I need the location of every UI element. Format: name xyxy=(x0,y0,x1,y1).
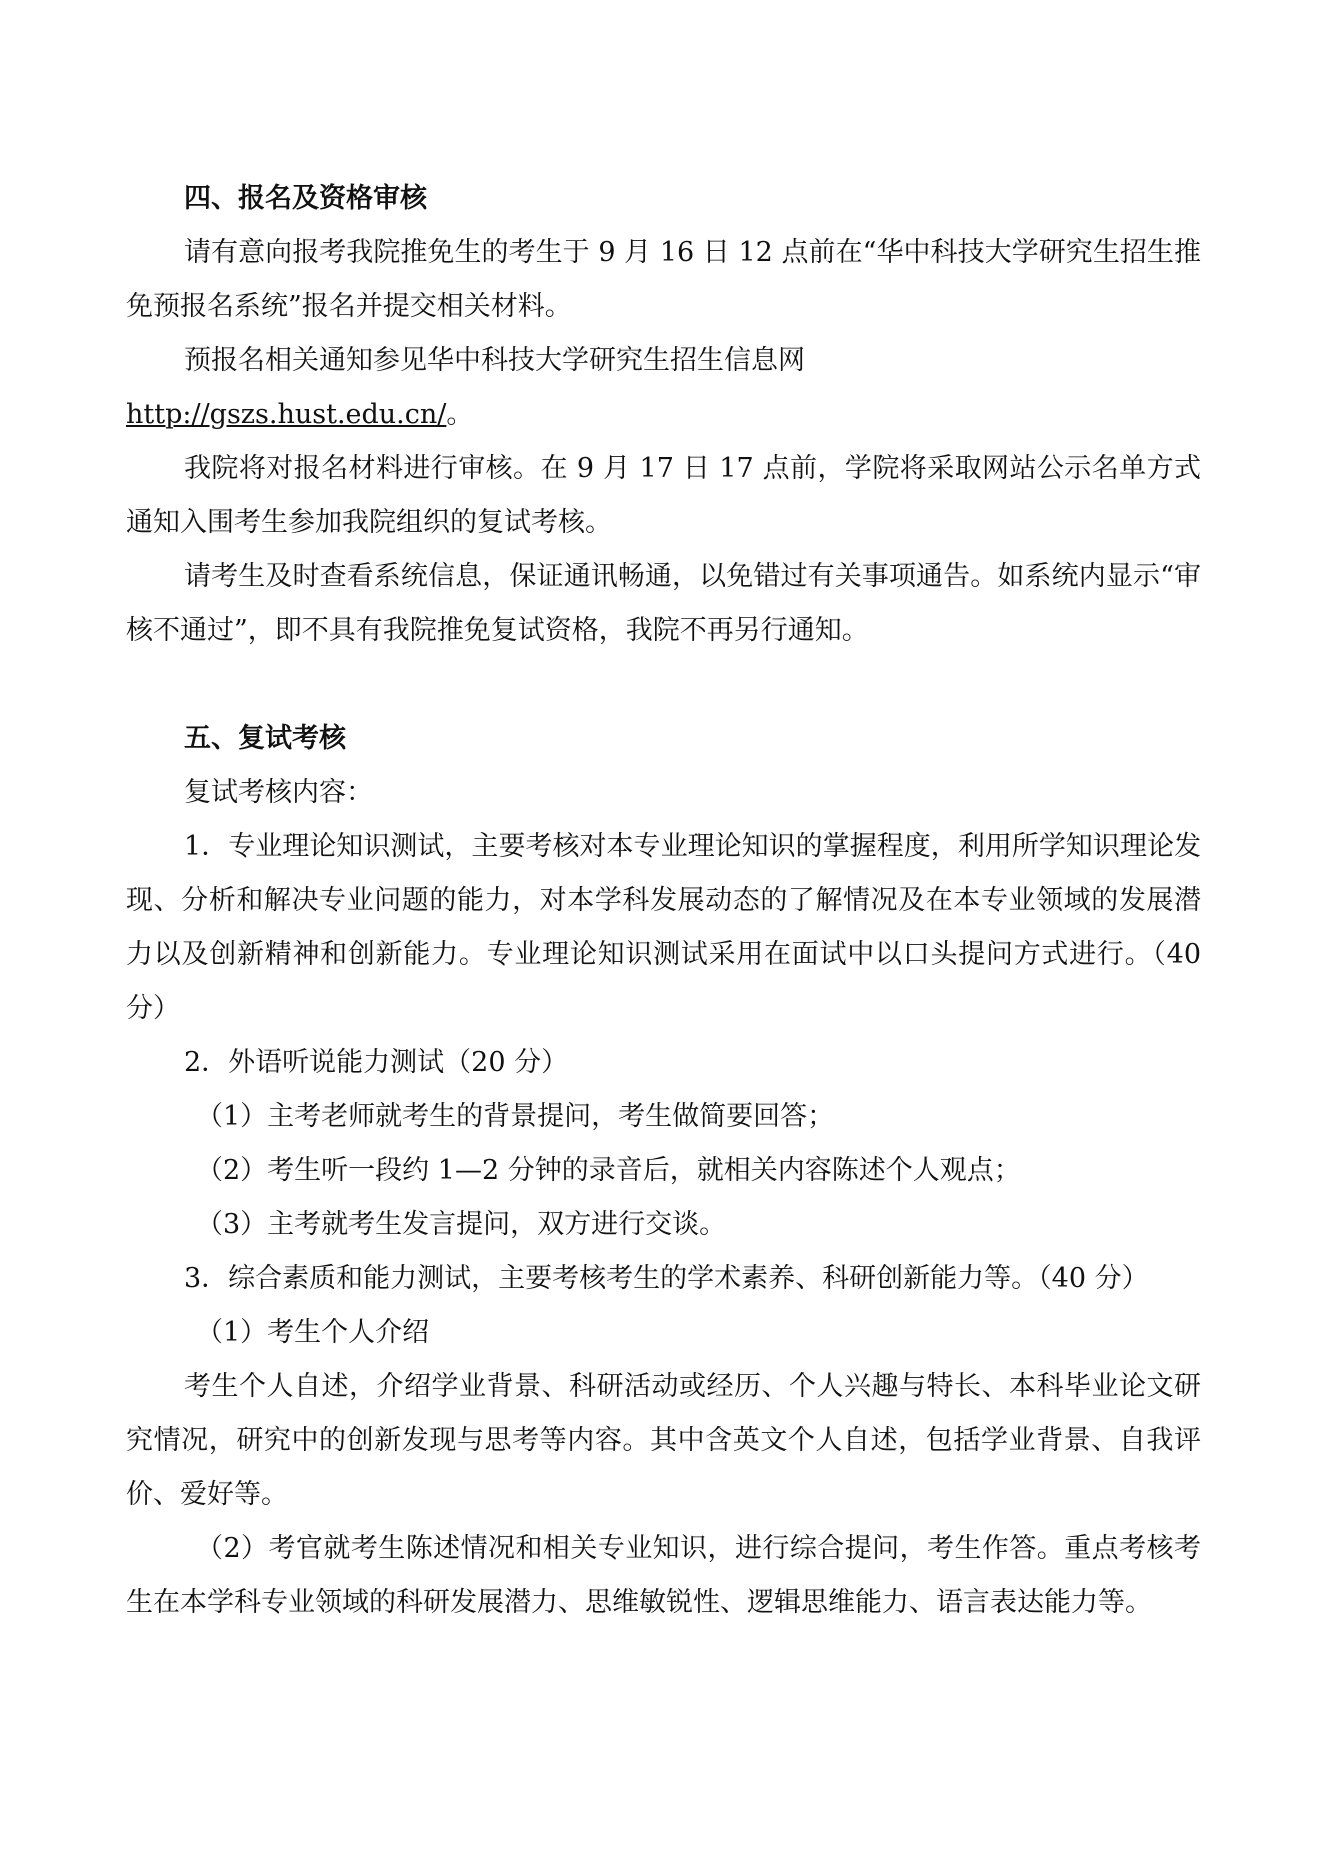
section-4-paragraph-3: 我院将对报名材料进行审核。在 9 月 17 日 17 点前，学院将采取网站公示名单方式通知入围考生参加我院组织的复试考核。 xyxy=(126,453,1201,538)
section-5-item-3-sub-1: （1）考生个人介绍 xyxy=(196,1317,430,1348)
section-5-item-3-sub-2: （2）考官就考生陈述情况和相关专业知识，进行综合提问，考生作答。重点考核考生在本学科专业领域的科研发展潜力、思维敏锐性、逻辑思维能力、语言表达能力等。 xyxy=(126,1533,1201,1618)
section-5-heading: 五、复试考核 xyxy=(184,723,346,754)
section-5-item-2-sub-2: （2）考生听一段约 1—2 分钟的录音后，就相关内容陈述个人观点； xyxy=(196,1155,1021,1186)
section-4-paragraph-1: 请有意向报考我院推免生的考生于 9 月 16 日 12 点前在“华中科技大学研究生招生推免预报名系统”报名并提交相关材料。 xyxy=(126,237,1201,322)
section-5-item-3-sub-1-text: 考生个人自述，介绍学业背景、科研活动或经历、个人兴趣与特长、本科毕业论文研究情况，研究中的创新发现与思考等内容。其中含英文个人自述，包括学业背景、自我评价、爱好等。 xyxy=(126,1371,1201,1510)
section-gap xyxy=(126,658,1201,712)
section-4-paragraph-4: 请考生及时查看系统信息，保证通讯畅通，以免错过有关事项通告。如系统内显示“审核不通过”，即不具有我院推免复试资格，我院不再另行通知。 xyxy=(126,561,1201,646)
link-suffix: 。 xyxy=(446,399,474,430)
link-line xyxy=(126,388,1201,442)
section-5-item-2: 2．外语听说能力测试（20 分） xyxy=(184,1047,569,1078)
recruitment-website-link[interactable]: http://gszs.hust.edu.cn/ xyxy=(126,399,447,430)
section-5-item-3: 3．综合素质和能力测试，主要考核考生的学术素养、科研创新能力等。（40 分） xyxy=(184,1263,1149,1294)
section-5-item-2-sub-1: （1）主考老师就考生的背景提问，考生做简要回答； xyxy=(196,1101,835,1132)
section-5-item-2-sub-3: （3）主考就考生发言提问，双方进行交谈。 xyxy=(196,1209,727,1240)
section-4-heading: 四、报名及资格审核 xyxy=(184,183,427,214)
section-5-intro: 复试考核内容： xyxy=(184,777,373,808)
section-4-paragraph-2: 预报名相关通知参见华中科技大学研究生招生信息网 xyxy=(184,345,805,376)
section-5-item-1: 1．专业理论知识测试，主要考核对本专业理论知识的掌握程度，利用所学知识理论发现、分析和解决专业问题的能力，对本学科发展动态的了解情况及在本专业领域的发展潜力以及创新精神和创新能力。专业理论知识测试采用在面试中以口头提问方式进行。（40 分） xyxy=(126,831,1201,1024)
